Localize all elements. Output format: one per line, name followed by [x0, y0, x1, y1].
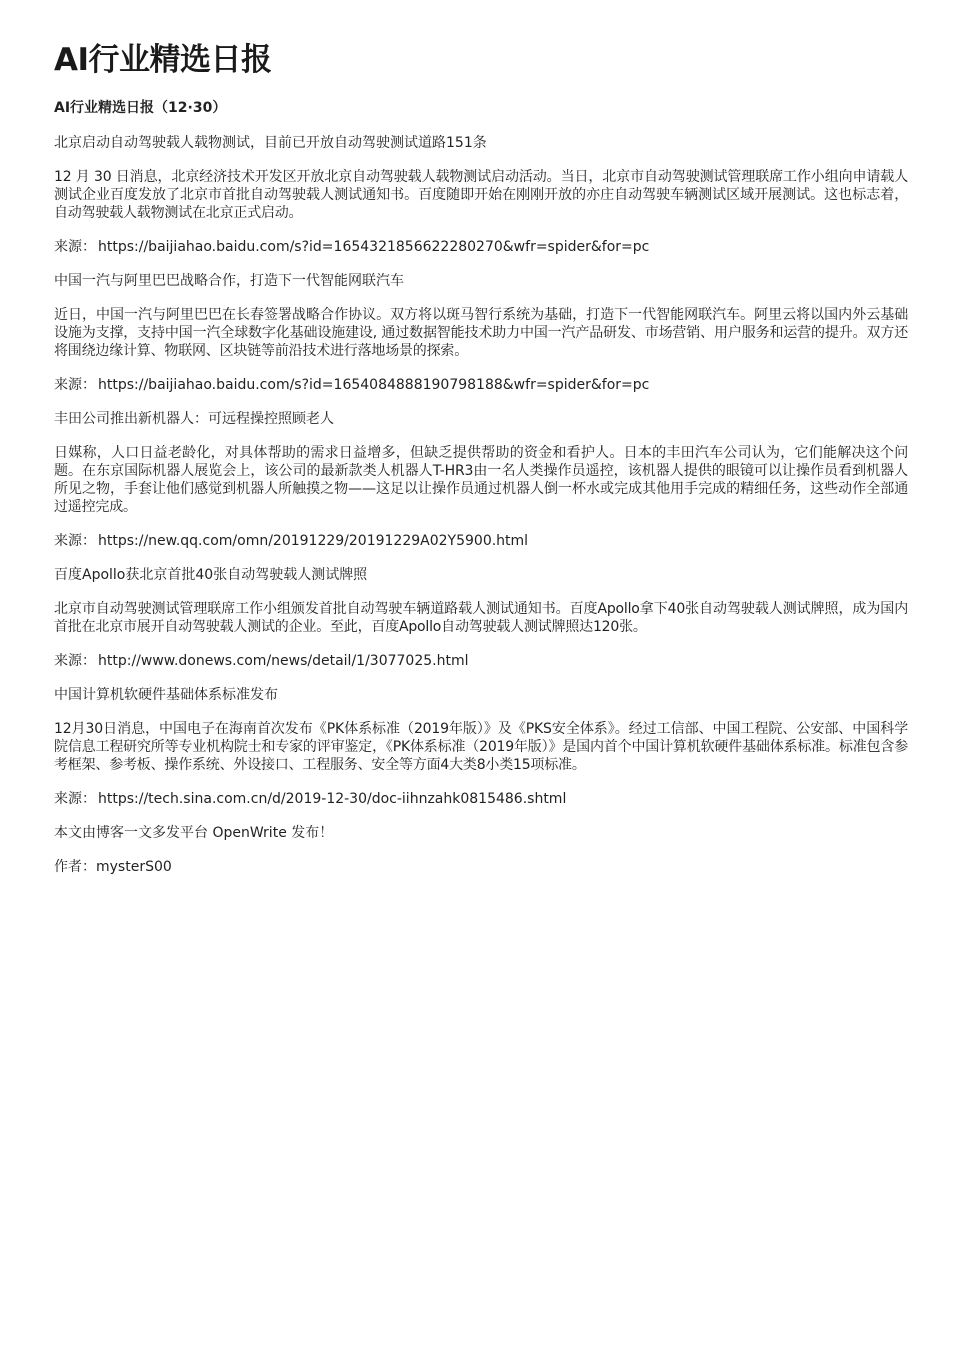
article-headline: 百度Apollo获北京首批40张自动驾驶载人测试牌照 [54, 567, 368, 583]
article-body: 12月30日消息，中国电子在海南首次发布《PK体系标准（2019年版）》及《PKS安全体系》。经过工信部、中国工程院、公安部、中国科学院信息工程研究所等专业机构院士和专家的评审鉴定，《PK体系标准（2019年版）》是国内首个中国计算机软硬件基础体系标准。标准包含参考框架、参考板、操作系统、外设接口、工程服务、安全等方面4大类8小类15项标准。 [54, 721, 908, 773]
article-source [54, 532, 908, 550]
article-body: 日媒称，人口日益老龄化，对具体帮助的需求日益增多，但缺乏提供帮助的资金和看护人。日本的丰田汽车公司认为，它们能解决这个问题。在东京国际机器人展览会上，该公司的最新款类人机器人T-HR3由一名人类操作员遥控，该机器人提供的眼镜可以让操作员看到机器人所见之物，手套让他们感觉到机器人所触摸之物——这足以让操作员通过机器人倒一杯水或完成其他用手完成的精细任务，这些动作全部通过遥控完成。 [54, 445, 908, 515]
article-headline: 中国计算机软硬件基础体系标准发布 [54, 687, 278, 703]
source-url: https://new.qq.com/omn/20191229/20191229A02Y5900.html [98, 533, 529, 549]
article-headline: 中国一汽与阿里巴巴战略合作，打造下一代智能网联汽车 [54, 273, 404, 289]
article-headline: 北京启动自动驾驶载人载物测试，目前已开放自动驾驶测试道路151条 [54, 135, 487, 151]
source-url: http://www.donews.com/news/detail/1/3077025.html [98, 653, 469, 669]
article-source [54, 238, 908, 256]
document-page [54, 40, 908, 892]
source-url: https://baijiahao.baidu.com/s?id=1654084888190798188&wfr=spider&for=pc [98, 377, 650, 393]
article [54, 410, 908, 550]
publish-note: 本文由博客一文多发平台 OpenWrite 发布！ [54, 825, 334, 841]
document-subtitle: AI行业精选日报（12·30） [54, 100, 227, 116]
article [54, 134, 908, 256]
source-label: 来源： [54, 653, 96, 669]
document-title: AI行业精选日报 [54, 42, 272, 78]
article-source [54, 790, 908, 808]
article [54, 686, 908, 808]
article-body: 12 月 30 日消息，北京经济技术开发区开放北京自动驾驶载人载物测试启动活动。当日，北京市自动驾驶测试管理联席工作小组向申请载人测试企业百度发放了北京市首批自动驾驶载人测试通知书。百度随即开始在刚刚开放的亦庄自动驾驶车辆测试区域开展测试。这也标志着，自动驾驶载人载物测试在北京正式启动。 [54, 169, 908, 221]
source-label: 来源： [54, 533, 96, 549]
author-line: 作者：mysterS00 [54, 859, 172, 875]
article-body: 北京市自动驾驶测试管理联席工作小组颁发首批自动驾驶车辆道路载人测试通知书。百度Apollo拿下40张自动驾驶载人测试牌照，成为国内首批在北京市展开自动驾驶载人测试的企业。至此，百度Apollo自动驾驶载人测试牌照达120张。 [54, 601, 908, 635]
source-url: https://tech.sina.com.cn/d/2019-12-30/doc-iihnzahk0815486.shtml [98, 791, 567, 807]
source-label: 来源： [54, 239, 96, 255]
article-body: 近日，中国一汽与阿里巴巴在长春签署战略合作协议。双方将以斑马智行系统为基础，打造下一代智能网联汽车。阿里云将以国内外云基础设施为支撑，支持中国一汽全球数字化基础设施建设, 通过数据智能技术助力中国一汽产品研发、市场营销、用户服务和运营的提升。双方还将围绕边缘计算、物联网、区块链等前沿技术进行落地场景的探索。 [54, 307, 908, 359]
source-url: https://baijiahao.baidu.com/s?id=1654321856622280270&wfr=spider&for=pc [98, 239, 650, 255]
article-headline: 丰田公司推出新机器人：可远程操控照顾老人 [54, 411, 334, 427]
article [54, 566, 908, 670]
source-label: 来源： [54, 791, 96, 807]
article-source [54, 652, 908, 670]
article-source [54, 376, 908, 394]
source-label: 来源： [54, 377, 96, 393]
article [54, 272, 908, 394]
